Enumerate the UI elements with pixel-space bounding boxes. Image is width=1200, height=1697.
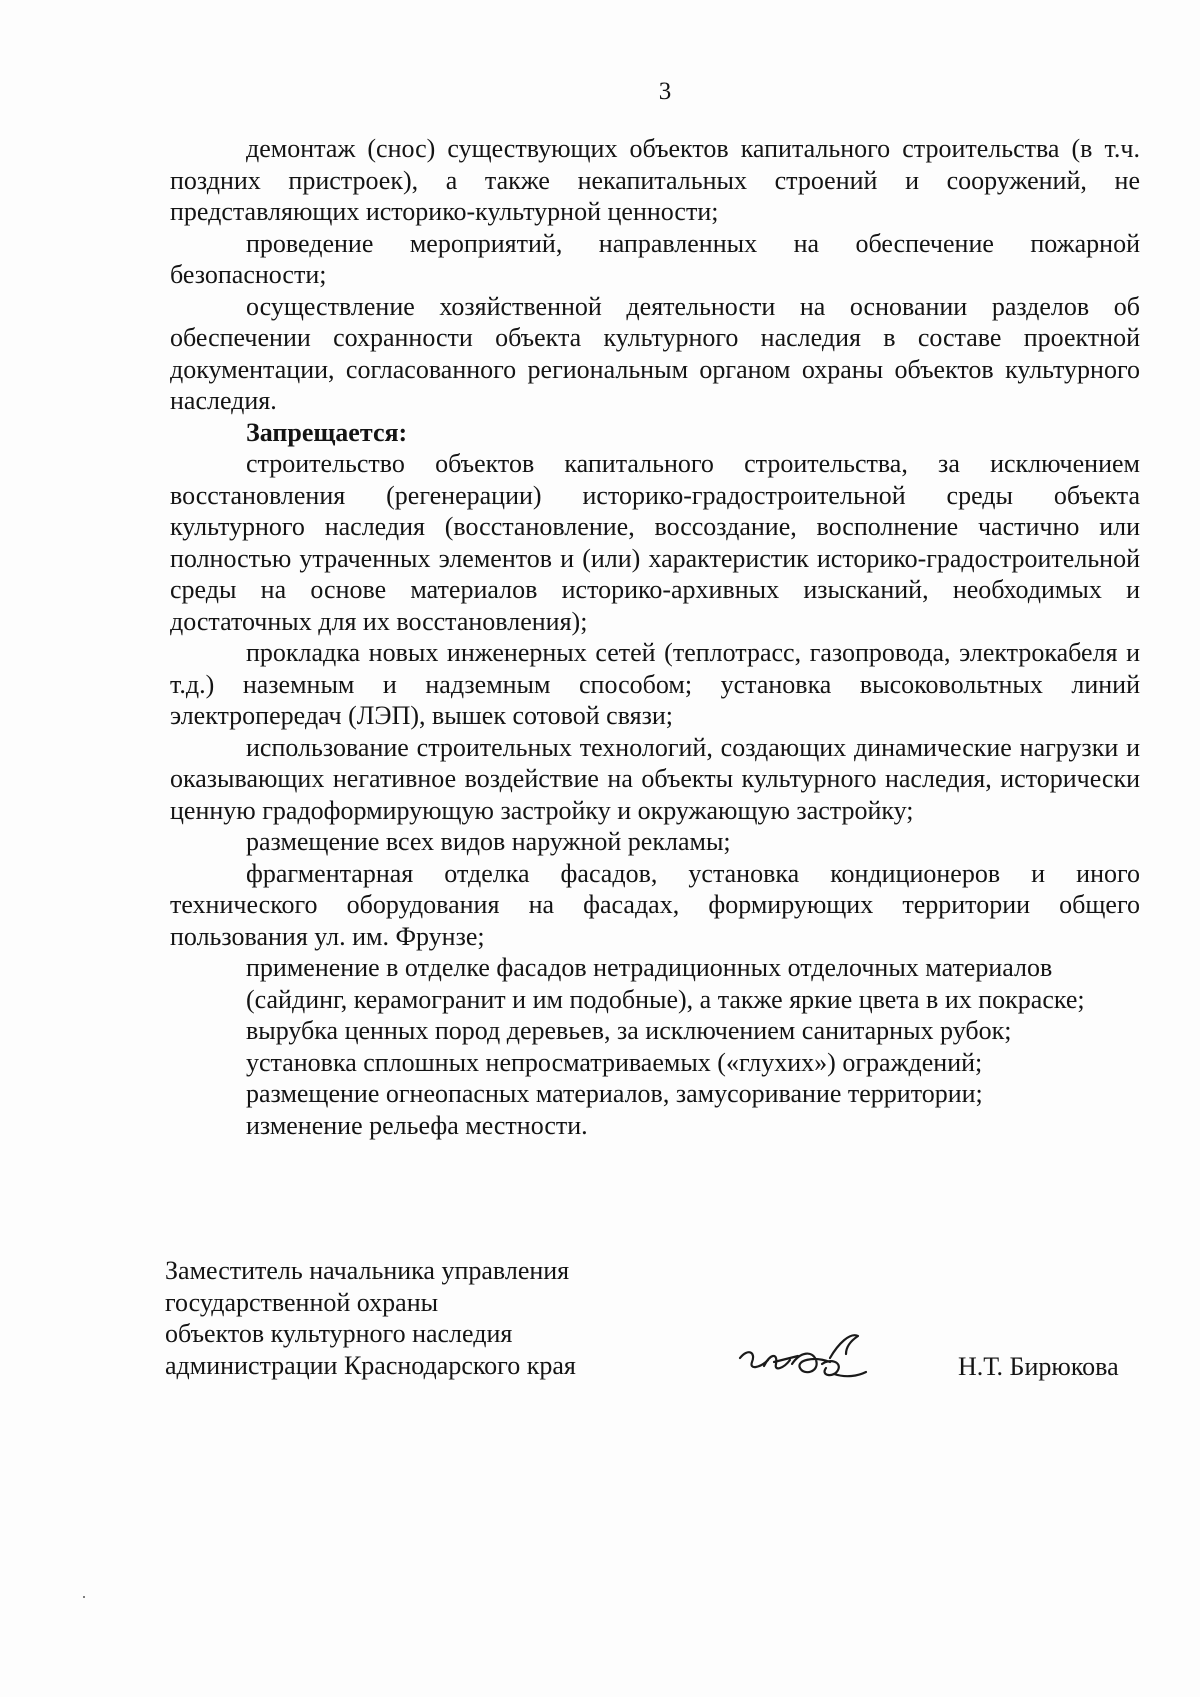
document-body	[170, 133, 1140, 1141]
allowed-item: осуществление хозяйственной деятельности на основании разделов об обеспечении сохранности объекта культурного наследия в составе проектной документации, согласованного региональным органом охраны объектов культурного наследия.	[170, 291, 1140, 415]
scan-speck	[83, 1596, 85, 1598]
prohibited-item: строительство объектов капитального строительства, за исключением восстановления (регенерации) историко-градостроительной среды объекта культурного наследия (восстановление, воссоздание, восполнение частично или полностью утраченных элементов и (или) характеристик историко-градостроительной среды на основе материалов историко-архивных изысканий, необходимых и достаточных для их восстановления);	[170, 449, 1140, 636]
page-number: 3	[658, 78, 672, 105]
prohibited-line: применение в отделке фасадов нетрадиционных отделочных материалов	[246, 953, 1053, 982]
prohibited-heading: Запрещается:	[246, 417, 408, 447]
prohibited-line: размещение огнеопасных материалов, замусоривание территории;	[246, 1079, 983, 1108]
signatory-position-line: государственной охраны	[165, 1287, 439, 1317]
signatory-position	[165, 1255, 576, 1381]
handwritten-signature-icon	[734, 1322, 874, 1392]
signatory-position-line: объектов культурного наследия	[165, 1319, 513, 1348]
allowed-item: проведение мероприятий, направленных на обеспечение пожарной безопасности;	[170, 228, 1140, 289]
prohibited-line: установка сплошных непросматриваемых («глухих») ограждений;	[246, 1047, 983, 1077]
prohibited-line: (сайдинг, керамогранит и им подобные), а также яркие цвета в их покраске;	[246, 984, 1085, 1014]
signatory-name: Н.Т. Бирюкова	[958, 1352, 1119, 1381]
prohibited-line: вырубка ценных пород деревьев, за исключением санитарных рубок;	[246, 1016, 1012, 1045]
prohibited-item: фрагментарная отделка фасадов, установка кондиционеров и иного технического оборудования на фасадах, формирующих территории общего пользования ул. им. Фрунзе;	[170, 858, 1140, 951]
signatory-position-line: администрации Краснодарского края	[165, 1350, 576, 1380]
allowed-item: демонтаж (снос) существующих объектов капитального строительства (в т.ч. поздних пристроек), а также некапитальных строений и сооружений, не представляющих историко-культурной ценности;	[170, 134, 1140, 226]
signatory-position-line: Заместитель начальника управления	[165, 1256, 570, 1285]
prohibited-item: прокладка новых инженерных сетей (теплотрасс, газопровода, электрокабеля и т.д.) наземным и надземным способом; установка высоковольтных линий электропередач (ЛЭП), вышек сотовой связи;	[170, 638, 1140, 730]
prohibited-line: изменение рельефа местности.	[246, 1110, 588, 1140]
prohibited-item: использование строительных технологий, создающих динамические нагрузки и оказывающих негативное воздействие на объекты культурного наследия, исторически ценную градоформирующую застройку и окружающую застройку;	[170, 732, 1140, 825]
prohibited-item: размещение всех видов наружной рекламы;	[246, 827, 731, 856]
